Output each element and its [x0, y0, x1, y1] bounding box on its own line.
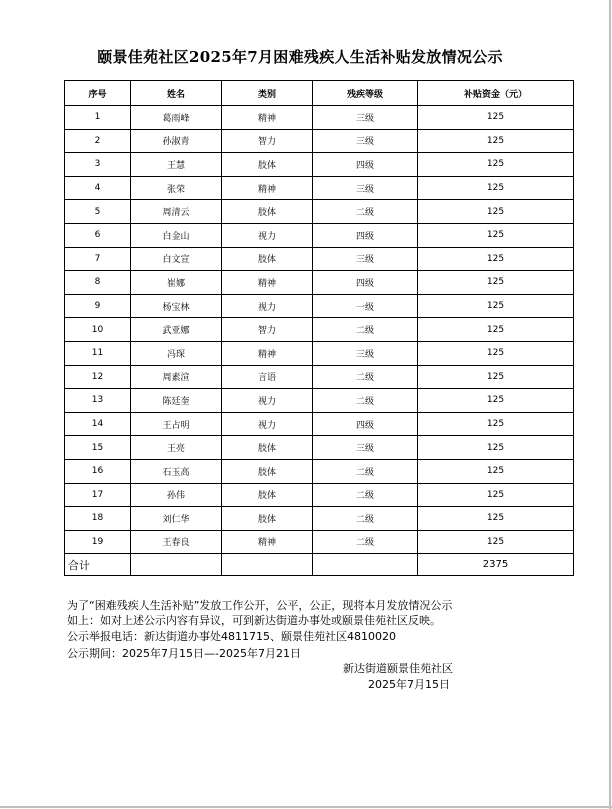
cell-category: 视力 [222, 412, 313, 436]
cell-level: 二级 [313, 507, 418, 531]
table-row [65, 200, 574, 224]
cell-name: 王亮 [131, 436, 222, 460]
table-header-row [65, 81, 574, 106]
cell-category: 肢体 [222, 483, 313, 507]
table-row [65, 507, 574, 531]
cell-no: 6 [65, 223, 131, 247]
cell-amount: 125 [418, 483, 574, 507]
cell-amount: 125 [418, 106, 574, 130]
cell-no: 18 [65, 507, 131, 531]
cell-amount: 125 [418, 200, 574, 224]
cell-name: 崔娜 [131, 271, 222, 295]
cell-amount: 125 [418, 459, 574, 483]
table-row [65, 176, 574, 200]
cell-level: 二级 [313, 459, 418, 483]
cell-amount: 125 [418, 389, 574, 413]
cell-name: 武亚娜 [131, 318, 222, 342]
cell-no: 5 [65, 200, 131, 224]
cell-no: 8 [65, 271, 131, 295]
cell-name: 张荣 [131, 176, 222, 200]
cell-name: 杨宝林 [131, 294, 222, 318]
cell-amount: 125 [418, 318, 574, 342]
cell-level: 二级 [313, 389, 418, 413]
cell-level: 二级 [313, 530, 418, 554]
cell-amount: 125 [418, 294, 574, 318]
table-row [65, 341, 574, 365]
cell-level: 三级 [313, 176, 418, 200]
table-row [65, 365, 574, 389]
cell-name: 冯琛 [131, 341, 222, 365]
total-empty [131, 554, 222, 576]
cell-name: 王占明 [131, 412, 222, 436]
cell-no: 11 [65, 341, 131, 365]
cell-no: 4 [65, 176, 131, 200]
total-empty [222, 554, 313, 576]
header-category: 类别 [222, 81, 313, 106]
cell-no: 16 [65, 459, 131, 483]
cell-category: 智力 [222, 318, 313, 342]
cell-no: 12 [65, 365, 131, 389]
cell-amount: 125 [418, 412, 574, 436]
table-total-row [65, 554, 574, 576]
cell-no: 15 [65, 436, 131, 460]
table-row [65, 318, 574, 342]
table-row [65, 412, 574, 436]
cell-amount: 125 [418, 365, 574, 389]
report-phone: 公示举报电话：新达街道办事处4811715、颐景佳苑社区4810020 [67, 630, 396, 643]
cell-name: 陈廷奎 [131, 389, 222, 413]
cell-no: 19 [65, 530, 131, 554]
header-amount: 补贴资金（元） [418, 81, 574, 106]
table-row [65, 247, 574, 271]
cell-category: 视力 [222, 389, 313, 413]
table-row [65, 459, 574, 483]
cell-name: 孙伟 [131, 483, 222, 507]
cell-no: 1 [65, 106, 131, 130]
cell-category: 精神 [222, 530, 313, 554]
cell-name: 白金山 [131, 223, 222, 247]
table-row [65, 530, 574, 554]
total-label: 合计 [65, 554, 131, 576]
cell-name: 孙淑青 [131, 129, 222, 153]
table-row [65, 153, 574, 177]
cell-category: 肢体 [222, 459, 313, 483]
cell-name: 王慧 [131, 153, 222, 177]
cell-category: 肢体 [222, 200, 313, 224]
cell-name: 刘仁华 [131, 507, 222, 531]
cell-level: 二级 [313, 318, 418, 342]
cell-category: 视力 [222, 294, 313, 318]
cell-name: 周素渲 [131, 365, 222, 389]
cell-amount: 125 [418, 247, 574, 271]
cell-category: 肢体 [222, 436, 313, 460]
cell-amount: 125 [418, 129, 574, 153]
cell-amount: 125 [418, 271, 574, 295]
table-row [65, 483, 574, 507]
cell-level: 二级 [313, 200, 418, 224]
page-edge-right [609, 0, 611, 809]
cell-amount: 125 [418, 507, 574, 531]
cell-category: 言语 [222, 365, 313, 389]
notice-line-1: 为了“困难残疾人生活补贴”发放工作公开，公平，公正，现将本月发放情况公示 [67, 599, 453, 612]
notice-line-2: 如上：如对上述公示内容有异议，可到新达街道办事处或颐景佳苑社区反映。 [67, 614, 441, 627]
cell-level: 一级 [313, 294, 418, 318]
cell-name: 周清云 [131, 200, 222, 224]
header-no: 序号 [65, 81, 131, 106]
page-title: 颐景佳苑社区2025年7月困难残疾人生活补贴发放情况公示 [97, 48, 503, 66]
cell-level: 二级 [313, 483, 418, 507]
signature-date: 2025年7月15日 [368, 678, 450, 691]
cell-no: 14 [65, 412, 131, 436]
cell-category: 精神 [222, 176, 313, 200]
cell-level: 四级 [313, 271, 418, 295]
cell-no: 2 [65, 129, 131, 153]
cell-amount: 125 [418, 176, 574, 200]
cell-category: 视力 [222, 223, 313, 247]
cell-amount: 125 [418, 436, 574, 460]
cell-level: 三级 [313, 341, 418, 365]
cell-level: 三级 [313, 129, 418, 153]
cell-level: 三级 [313, 106, 418, 130]
cell-category: 肢体 [222, 247, 313, 271]
cell-category: 精神 [222, 341, 313, 365]
cell-no: 13 [65, 389, 131, 413]
table-row [65, 106, 574, 130]
cell-no: 7 [65, 247, 131, 271]
cell-name: 石玉高 [131, 459, 222, 483]
cell-level: 三级 [313, 436, 418, 460]
cell-name: 葛雨峰 [131, 106, 222, 130]
table-row [65, 436, 574, 460]
cell-name: 王春良 [131, 530, 222, 554]
cell-amount: 125 [418, 223, 574, 247]
cell-level: 四级 [313, 412, 418, 436]
cell-amount: 125 [418, 153, 574, 177]
cell-no: 10 [65, 318, 131, 342]
cell-category: 肢体 [222, 507, 313, 531]
total-value: 2375 [418, 554, 574, 576]
cell-no: 3 [65, 153, 131, 177]
cell-level: 四级 [313, 153, 418, 177]
cell-category: 智力 [222, 129, 313, 153]
table-row [65, 294, 574, 318]
signature-org: 新达街道颐景佳苑社区 [343, 662, 453, 675]
table-row [65, 271, 574, 295]
cell-level: 四级 [313, 223, 418, 247]
cell-no: 9 [65, 294, 131, 318]
header-name: 姓名 [131, 81, 222, 106]
cell-no: 17 [65, 483, 131, 507]
subsidy-table [64, 80, 574, 576]
cell-amount: 125 [418, 341, 574, 365]
page-edge-bottom [0, 806, 612, 808]
table-row [65, 389, 574, 413]
notice-period: 公示期间：2025年7月15日—-2025年7月21日 [67, 647, 301, 660]
cell-category: 精神 [222, 271, 313, 295]
cell-category: 肢体 [222, 153, 313, 177]
cell-level: 二级 [313, 365, 418, 389]
cell-amount: 125 [418, 530, 574, 554]
cell-name: 白文宣 [131, 247, 222, 271]
table-row [65, 223, 574, 247]
table-row [65, 129, 574, 153]
total-empty [313, 554, 418, 576]
cell-category: 精神 [222, 106, 313, 130]
header-level: 残疾等级 [313, 81, 418, 106]
cell-level: 三级 [313, 247, 418, 271]
